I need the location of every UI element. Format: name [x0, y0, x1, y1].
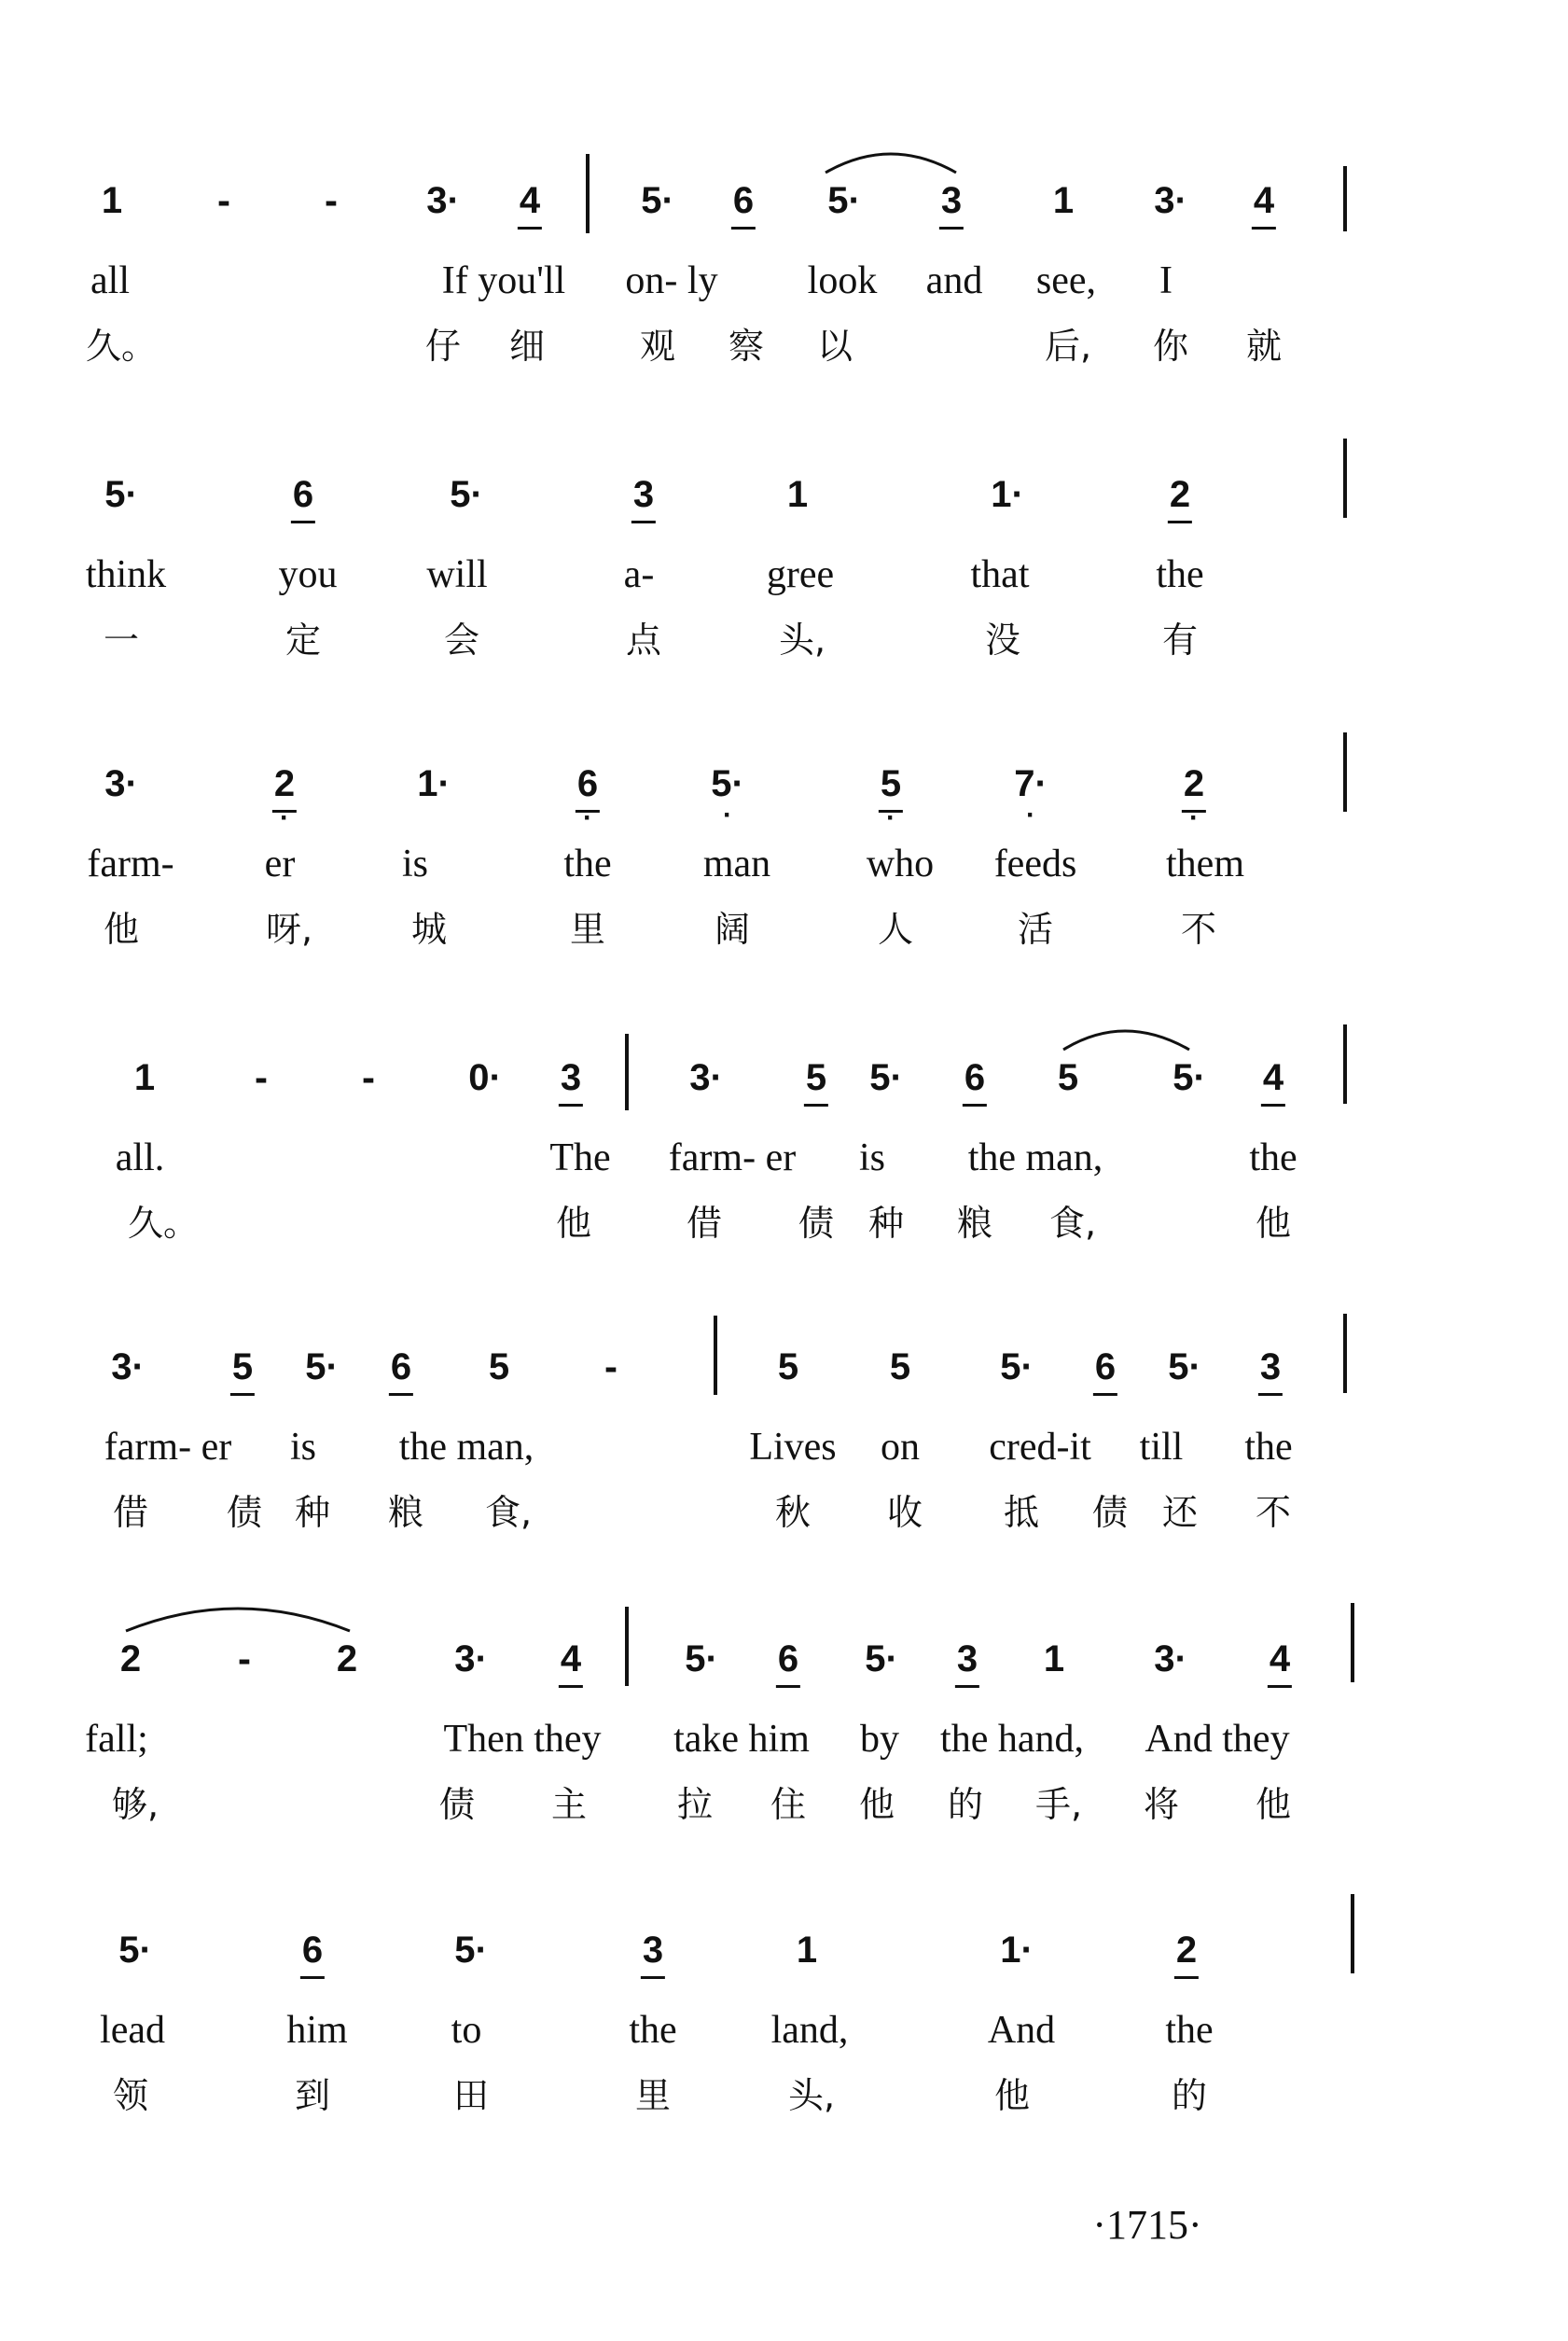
english-lyrics-row: [0, 551, 1568, 607]
note: 5: [804, 1054, 828, 1107]
lyric-word: gree: [766, 553, 835, 596]
lyric-char: 阔: [714, 909, 751, 950]
chinese-lyrics-row: [0, 1781, 1568, 1837]
english-lyrics-row: [0, 1424, 1568, 1480]
note: 5·: [1168, 1346, 1201, 1387]
lyric-char: 不: [1180, 909, 1217, 950]
lyric-word: I: [1159, 259, 1173, 302]
note: 6: [776, 1636, 800, 1688]
lyric-char: 种: [294, 1492, 331, 1533]
note: 5: [230, 1344, 255, 1396]
bar-line: [586, 154, 590, 233]
lyric-word: take him: [673, 1718, 810, 1761]
note: 3·: [1154, 180, 1187, 221]
note: 1·: [991, 474, 1024, 515]
lyric-char: 他: [103, 909, 140, 950]
notation-row: [0, 1344, 1568, 1400]
lyric-char: 后,: [1044, 326, 1092, 367]
note: 5·: [1000, 1346, 1034, 1387]
chinese-lyrics-row: [0, 2072, 1568, 2128]
lyric-char: 粮: [387, 1492, 424, 1533]
bar-line: [625, 1607, 629, 1686]
hold-dash: -: [238, 1637, 251, 1680]
note: 3·: [104, 763, 138, 804]
chinese-lyrics-row: [0, 906, 1568, 962]
lyric-char: 他: [858, 1784, 895, 1825]
lyric-word: the: [1244, 1426, 1293, 1469]
lyric-char: 不: [1255, 1492, 1292, 1533]
lyric-char: 借: [686, 1203, 723, 1244]
hold-dash: -: [325, 178, 338, 222]
note: 2 ·: [272, 760, 297, 813]
lyric-word: by: [860, 1718, 899, 1761]
note: 6: [389, 1344, 413, 1396]
note: 1: [786, 474, 809, 515]
bar-line: [1343, 166, 1347, 231]
chinese-lyrics-row: [0, 617, 1568, 673]
lyric-word: farm- er: [668, 1136, 797, 1179]
lyric-char: 债: [226, 1492, 263, 1533]
note: 3·: [111, 1346, 145, 1387]
note: 5·: [685, 1638, 718, 1679]
lyric-word: feeds: [993, 843, 1077, 885]
note: 3: [559, 1054, 583, 1107]
bar-line: [1343, 732, 1347, 812]
music-line-2: [0, 471, 1568, 751]
lyric-char: 细: [508, 326, 546, 367]
lyric-char: 够,: [111, 1784, 160, 1825]
lyric-word: will: [426, 553, 488, 596]
note: 5·: [827, 180, 861, 221]
note: 4: [559, 1636, 583, 1688]
note: 5·: [450, 474, 483, 515]
music-line-6: [0, 1636, 1568, 1916]
lyric-word: you: [278, 553, 338, 596]
notation-row: [0, 1054, 1568, 1110]
lyric-char: 仔: [424, 326, 462, 367]
lyric-char: 粮: [956, 1203, 993, 1244]
note: 1: [796, 1930, 818, 1971]
lyric-char: 债: [438, 1784, 476, 1825]
note: 1: [133, 1057, 156, 1098]
lyric-char: 食,: [484, 1492, 533, 1533]
note: 0·: [468, 1057, 502, 1098]
lyric-char: 他: [993, 2075, 1031, 2116]
note: 5: [488, 1346, 510, 1387]
lyric-char: 到: [294, 2075, 331, 2116]
bar-line: [1351, 1894, 1354, 1973]
lyric-char: 拉: [676, 1784, 714, 1825]
lyric-char: 收: [886, 1492, 923, 1533]
hold-dash: -: [217, 178, 230, 222]
note: 6: [963, 1054, 987, 1107]
lyric-word: him: [286, 2009, 348, 2052]
lyric-word: man: [702, 843, 771, 885]
note: 1·: [1000, 1930, 1034, 1971]
lyric-word: is: [401, 843, 429, 885]
lyric-char: 久。: [85, 326, 158, 367]
note: 5·: [118, 1930, 152, 1971]
lyric-char: 头,: [787, 2075, 836, 2116]
note: 3·: [689, 1057, 723, 1098]
note: 2: [1174, 1927, 1199, 1979]
note: 1: [1043, 1638, 1065, 1679]
lyric-word: see,: [1035, 259, 1097, 302]
lyric-char: 头,: [778, 620, 826, 661]
lyric-char: 没: [984, 620, 1021, 661]
note: 7· ·: [1014, 760, 1048, 807]
chinese-lyrics-row: [0, 1489, 1568, 1545]
note: 5·: [641, 180, 674, 221]
bar-line: [714, 1316, 717, 1395]
lyric-word: on- ly: [625, 259, 718, 302]
note: 1·: [417, 763, 451, 804]
lyric-char: 里: [569, 909, 606, 950]
english-lyrics-row: [0, 1135, 1568, 1191]
bar-line: [1343, 1024, 1347, 1104]
lyric-word: The: [549, 1136, 611, 1179]
note: 3·: [1154, 1638, 1187, 1679]
lyric-char: 借: [112, 1492, 149, 1533]
note: 5·: [454, 1930, 488, 1971]
note: 3: [631, 471, 656, 523]
lyric-word: to: [451, 2009, 482, 2052]
note: 2: [1168, 471, 1192, 523]
english-lyrics-row: [0, 258, 1568, 314]
lyric-word: all: [90, 259, 130, 302]
note: 5·: [869, 1057, 903, 1098]
lyric-word: them: [1166, 843, 1244, 885]
lyric-char: 以: [816, 326, 853, 367]
music-line-5: [0, 1344, 1568, 1623]
lyric-char: 债: [1091, 1492, 1129, 1533]
lyric-char: 点: [625, 620, 662, 661]
note: 3·: [454, 1638, 488, 1679]
lyric-char: 会: [443, 620, 480, 661]
note: 1: [1052, 180, 1075, 221]
bar-line: [1343, 1314, 1347, 1393]
notation-row: [0, 471, 1568, 527]
lyric-char: 食,: [1048, 1203, 1097, 1244]
note: 4: [1252, 177, 1276, 230]
note: 3: [641, 1927, 665, 1979]
note: 4: [518, 177, 542, 230]
lyric-char: 秋: [774, 1492, 812, 1533]
note: 5·: [865, 1638, 898, 1679]
lyric-word: farm-: [87, 843, 174, 885]
lyric-char: 领: [112, 2075, 149, 2116]
note: 3: [1258, 1344, 1283, 1396]
lyric-word: is: [289, 1426, 317, 1469]
note: 5· ·: [711, 760, 744, 807]
lyric-word: the: [629, 2009, 677, 2052]
bar-line: [1351, 1603, 1354, 1682]
music-line-1: [0, 177, 1568, 457]
chinese-lyrics-row: [0, 1200, 1568, 1256]
lyric-word: the man,: [398, 1426, 534, 1469]
lyric-char: 的: [1171, 2075, 1208, 2116]
lyric-word: Lives: [749, 1426, 837, 1469]
lyric-word: the: [1165, 2009, 1214, 2052]
lyric-word: think: [85, 553, 167, 596]
note: 2: [336, 1638, 358, 1679]
lyric-word: And they: [1145, 1718, 1290, 1761]
note: 5: [889, 1346, 911, 1387]
note: 2: [119, 1638, 142, 1679]
lyric-word: till: [1139, 1426, 1184, 1469]
note: 6: [291, 471, 315, 523]
note: 5 ·: [879, 760, 903, 813]
lyric-char: 他: [555, 1203, 592, 1244]
english-lyrics-row: [0, 841, 1568, 897]
page-number: ·1715·: [1092, 2202, 1202, 2248]
lyric-char: 你: [1152, 326, 1189, 367]
lyric-char: 久。: [127, 1203, 200, 1244]
lyric-word: the hand,: [940, 1718, 1084, 1761]
lyric-word: cred-it: [989, 1426, 1091, 1469]
lyric-char: 田: [452, 2075, 490, 2116]
lyric-word: lead: [100, 2009, 165, 2052]
music-line-7: [0, 1927, 1568, 2207]
lyric-char: 他: [1255, 1203, 1292, 1244]
note: 6: [731, 177, 756, 230]
note: 3·: [426, 180, 460, 221]
lyric-word: a-: [623, 553, 655, 596]
note: 5·: [104, 474, 138, 515]
slur-mark: [1059, 1017, 1194, 1054]
lyric-word: land,: [770, 2009, 849, 2052]
slur-mark: [121, 1597, 354, 1635]
lyric-char: 有: [1161, 620, 1199, 661]
lyric-char: 里: [634, 2075, 672, 2116]
lyric-word: who: [866, 843, 935, 885]
lyric-char: 债: [798, 1203, 835, 1244]
lyric-char: 观: [639, 326, 676, 367]
lyric-word: the: [1249, 1136, 1297, 1179]
lyric-char: 抵: [1003, 1492, 1040, 1533]
lyric-word: And: [987, 2009, 1056, 2052]
lyric-word: the man,: [967, 1136, 1103, 1179]
note: 5·: [1173, 1057, 1206, 1098]
lyric-word: and: [925, 259, 983, 302]
note: 5: [777, 1346, 799, 1387]
lyric-word: all.: [115, 1136, 165, 1179]
lyric-word: the: [1156, 553, 1204, 596]
notation-row: [0, 1927, 1568, 1983]
english-lyrics-row: [0, 2007, 1568, 2063]
note: 5·: [305, 1346, 339, 1387]
bar-line: [625, 1034, 629, 1110]
music-line-4: [0, 1054, 1568, 1334]
chinese-lyrics-row: [0, 323, 1568, 379]
note: 4: [1261, 1054, 1285, 1107]
lyric-char: 将: [1143, 1784, 1180, 1825]
lyric-word: on: [881, 1426, 920, 1469]
lyric-word: er: [264, 843, 296, 885]
english-lyrics-row: [0, 1716, 1568, 1772]
music-line-3: [0, 760, 1568, 1040]
lyric-char: 他: [1255, 1784, 1292, 1825]
lyric-word: is: [858, 1136, 886, 1179]
lyric-char: 呀,: [265, 909, 313, 950]
note: 5: [1057, 1057, 1079, 1098]
lyric-char: 一: [103, 620, 140, 661]
notation-row: [0, 760, 1568, 816]
slur-mark: [821, 140, 961, 177]
hold-dash: -: [362, 1055, 375, 1099]
note: 3: [939, 177, 964, 230]
hold-dash: -: [604, 1345, 617, 1388]
hold-dash: -: [255, 1055, 268, 1099]
lyric-char: 人: [877, 909, 914, 950]
note: 6 ·: [576, 760, 600, 813]
note: 6: [300, 1927, 325, 1979]
lyric-char: 的: [947, 1784, 984, 1825]
lyric-char: 就: [1245, 326, 1283, 367]
lyric-char: 手,: [1034, 1784, 1083, 1825]
lyric-char: 察: [728, 326, 765, 367]
note: 6: [1093, 1344, 1117, 1396]
note: 4: [1268, 1636, 1292, 1688]
lyric-char: 城: [410, 909, 448, 950]
notation-row: [0, 177, 1568, 233]
lyric-word: If you'll: [441, 259, 566, 302]
lyric-word: look: [807, 259, 878, 302]
lyric-word: that: [970, 553, 1030, 596]
lyric-char: 种: [867, 1203, 905, 1244]
lyric-char: 活: [1017, 909, 1054, 950]
notation-row: [0, 1636, 1568, 1692]
lyric-word: Then they: [443, 1718, 602, 1761]
lyric-char: 还: [1161, 1492, 1199, 1533]
lyric-char: 定: [284, 620, 322, 661]
note: 1: [101, 180, 123, 221]
note: 2 ·: [1182, 760, 1206, 813]
note: 3: [955, 1636, 979, 1688]
lyric-char: 主: [550, 1784, 588, 1825]
lyric-word: the: [563, 843, 612, 885]
lyric-word: farm- er: [104, 1426, 232, 1469]
lyric-word: fall;: [85, 1718, 148, 1761]
bar-line: [1343, 439, 1347, 518]
lyric-char: 住: [770, 1784, 807, 1825]
